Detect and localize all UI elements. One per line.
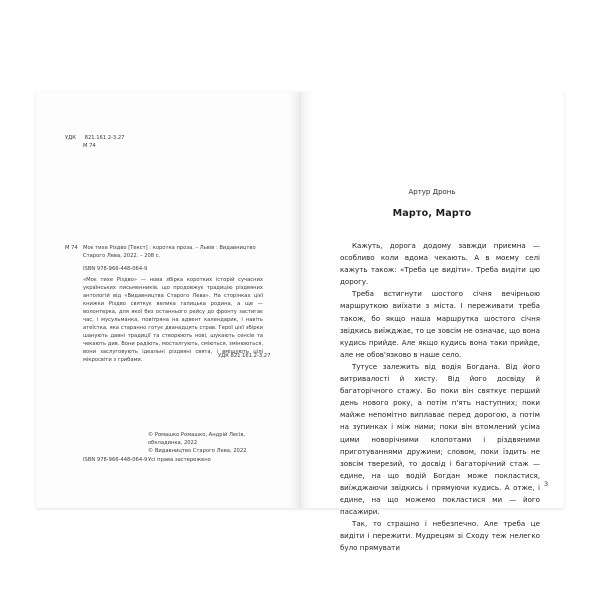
copyright-line: © Видавництво Старого Лева, 2022	[148, 448, 247, 454]
copyright-line: © Ромашко Ромашко, Андрій Лесів,	[148, 432, 246, 438]
paragraph: Кажуть, дорога додому завжди приємна — особливо коли вдома чекають. А в моєму селі кажуть також: «Треба це видіти». Треба видіти цю дорогу.	[340, 241, 540, 287]
author-mark: М 74	[83, 143, 96, 149]
rights-reserved: Усі права застережено	[148, 457, 211, 463]
story-body	[340, 240, 540, 554]
paragraph: Так, то страшно і небезпечно. Але треба це видіти і пережити. Мудрецям зі Сходу теж нелегко було прямувати	[340, 519, 540, 553]
catalog-code: М 74	[65, 245, 78, 251]
udc-bottom: УДК 821.161.2-3.27	[218, 353, 271, 359]
story-title: Марто, Марто	[392, 208, 472, 219]
copyright-line: обкладинка, 2022	[148, 440, 198, 446]
isbn-bottom: ISBN 978-966-448-064-9	[83, 457, 148, 463]
udc-code: 821.161.2-3.27	[84, 135, 125, 141]
paragraph: Треба встигнути шостого січня вечірньою маршруткою виїхати з міста. І переживати треба також, бо якщо наша маршрутка шостого січня звідкись виїжджає, то це зовсім не означає, що вона кудись прийде. Але якщо кудись вона таки прийде, але не обов'язково в наше село.	[340, 289, 540, 359]
page-number: 3	[544, 480, 549, 488]
isbn-top: ISBN 978-966-448-064-9	[83, 266, 148, 272]
annotation: «Моє тихе Різдво» — нова збірка коротких історій сучасних українських письменників, що продовжує традицію різдвяних антологій від «Видавництва Старого Лева». На сторінках цієї книжки Різдво святкує велика галицька родина, а ще — волонтерка, для якої без останнього рейсу до фронту застигає час, і мусульманка, повітряна на адвент календарик, і навіть атеїстка, яка старанно готує дванадцять страв. Герої цієї збірки шанують давні традиції та створюють нові, шукають сенсів та чекають див. Вони радіють, мосталгують, сміються, змінюються, вони заслуговують ідеальні різдвяні свята, і вміщують цілі мікросвіти з грибами.	[83, 277, 263, 363]
catalog-entry: Моє тихе Різдво [Текст] : коротка проза. – Львів : Видавництво Старого Лева, 2022. – 208 с.	[83, 245, 256, 259]
paragraph: Тутусе залежить від водія Богдана. Від його витривалості й хисту. Від його досвіду й багаторічного стажу. Бо поки він святкує перший день нового року, а потім п'ять наступних; поки майже непомітно виплаває перед дорогою, а потім на зупинках і між ними; поки він втомлений усіма цими новорічними клопотами і різдвяними приготуваннями дружини; словом, поки їздить не зовсім тверезий, то досвід і багаторічний стаж — єдине, на що водій Богдан може покластися, виїжджаючи звідкись і прямуючи кудись. А отже, і єдине, на що можемо покластися ми — його пасажири.	[340, 361, 540, 517]
copyright-block	[148, 431, 258, 455]
udc-header	[65, 134, 185, 142]
story-author: Артур Дронь	[408, 188, 456, 196]
udc-label: УДК	[65, 135, 76, 141]
